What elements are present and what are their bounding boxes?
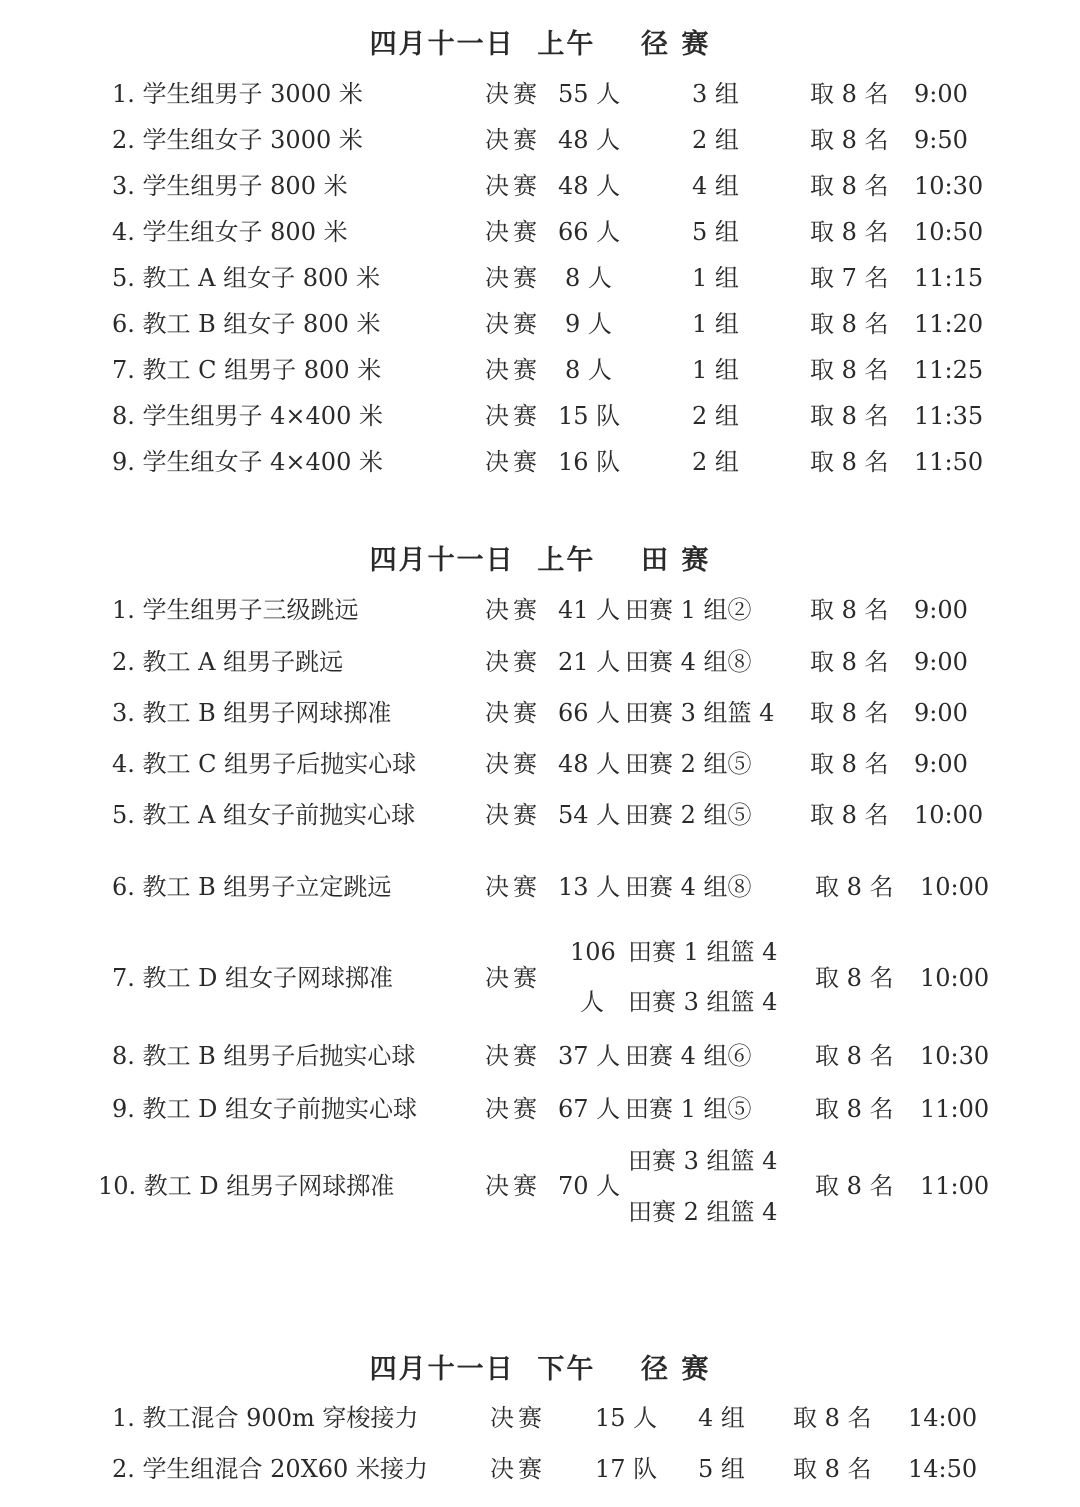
event-time: 11:25 [914, 356, 984, 384]
list-item [0, 867, 1080, 907]
event-groups: 2 组 [692, 126, 739, 154]
event-time: 14:50 [908, 1455, 978, 1483]
event-round: 决赛 [485, 310, 541, 338]
event-name: 1. 学生组男子三级跳远 [112, 596, 359, 624]
list-item [0, 1166, 1080, 1206]
event-take: 取 8 名 [810, 699, 889, 727]
event-count: 48 人 [558, 172, 621, 200]
list-item [0, 1449, 1080, 1489]
event-time: 10:30 [920, 1042, 990, 1070]
event-take: 取 8 名 [810, 310, 889, 338]
event-time: 11:15 [914, 264, 984, 292]
event-take: 取 8 名 [815, 873, 894, 901]
event-time: 10:00 [920, 873, 990, 901]
event-time: 10:30 [914, 172, 984, 200]
event-time: 11:00 [920, 1095, 990, 1123]
event-count: 8 人 [565, 356, 612, 384]
event-venue-line2: 田赛 2 组篮 4 [628, 1198, 778, 1226]
event-venue-line2: 田赛 3 组篮 4 [628, 988, 778, 1016]
event-round: 决赛 [485, 264, 541, 292]
event-venue: 田赛 3 组篮 4 [625, 699, 775, 727]
event-count: 48 人 [558, 126, 621, 154]
event-time: 9:00 [914, 750, 968, 778]
event-name: 5. 教工 A 组女子前抛实心球 [112, 801, 416, 829]
event-take: 取 8 名 [810, 448, 889, 476]
event-round: 决赛 [485, 964, 541, 992]
event-count-line1: 106 [570, 938, 616, 966]
event-take: 取 8 名 [810, 218, 889, 246]
event-venue: 田赛 1 组② [625, 596, 752, 624]
event-groups: 4 组 [692, 172, 739, 200]
event-take: 取 8 名 [810, 172, 889, 200]
list-item [0, 958, 1080, 998]
event-name: 2. 学生组混合 20X60 米接力 [112, 1455, 428, 1483]
event-time: 9:00 [914, 80, 968, 108]
event-count: 55 人 [558, 80, 621, 108]
list-item [0, 350, 1080, 390]
event-round: 决赛 [485, 356, 541, 384]
event-name: 8. 学生组男子 4×400 米 [112, 402, 383, 430]
event-name: 3. 教工 B 组男子网球掷准 [112, 699, 392, 727]
event-venue: 田赛 4 组⑧ [625, 873, 752, 901]
event-round: 决赛 [485, 448, 541, 476]
list-item [0, 1036, 1080, 1076]
event-round: 决赛 [485, 596, 541, 624]
event-name: 4. 教工 C 组男子后抛实心球 [112, 750, 417, 778]
event-name: 7. 教工 C 组男子 800 米 [112, 356, 382, 384]
event-name: 9. 教工 D 组女子前抛实心球 [112, 1095, 418, 1123]
event-round: 决赛 [490, 1455, 546, 1483]
event-count: 54 人 [558, 801, 621, 829]
event-time: 9:50 [914, 126, 968, 154]
event-time: 9:00 [914, 648, 968, 676]
list-item [0, 74, 1080, 114]
event-venue-line1: 田赛 3 组篮 4 [628, 1147, 778, 1175]
event-name: 8. 教工 B 组男子后抛实心球 [112, 1042, 416, 1070]
event-groups: 1 组 [692, 264, 739, 292]
event-name: 2. 学生组女子 3000 米 [112, 126, 363, 154]
list-item [0, 1398, 1080, 1438]
event-count: 15 队 [558, 402, 621, 430]
list-item [0, 212, 1080, 252]
section-title-track-morning: 四月十一日 上午 径 赛 [369, 29, 711, 60]
list-item [0, 304, 1080, 344]
event-time: 11:20 [914, 310, 984, 338]
event-name: 1. 学生组男子 3000 米 [112, 80, 363, 108]
event-take: 取 8 名 [810, 356, 889, 384]
event-round: 决赛 [485, 1172, 541, 1200]
event-count: 9 人 [565, 310, 612, 338]
event-venue-line1: 田赛 1 组篮 4 [628, 938, 778, 966]
event-round: 决赛 [485, 80, 541, 108]
event-take: 取 8 名 [810, 648, 889, 676]
event-count: 13 人 [558, 873, 621, 901]
section-title-track-afternoon: 四月十一日 下午 径 赛 [369, 1354, 711, 1385]
event-round: 决赛 [485, 648, 541, 676]
event-name: 10. 教工 D 组男子网球掷准 [98, 1172, 395, 1200]
event-count: 37 人 [558, 1042, 621, 1070]
event-count: 41 人 [558, 596, 621, 624]
list-item [0, 396, 1080, 436]
event-groups: 5 组 [692, 218, 739, 246]
event-groups: 1 组 [692, 356, 739, 384]
event-count-line2: 人 [580, 988, 604, 1016]
event-groups: 5 组 [698, 1455, 745, 1483]
event-round: 决赛 [485, 1042, 541, 1070]
event-round: 决赛 [485, 218, 541, 246]
event-time: 11:35 [914, 402, 984, 430]
event-groups: 2 组 [692, 448, 739, 476]
event-groups: 4 组 [698, 1404, 745, 1432]
event-time: 10:00 [914, 801, 984, 829]
event-groups: 1 组 [692, 310, 739, 338]
event-round: 决赛 [485, 750, 541, 778]
event-round: 决赛 [485, 172, 541, 200]
event-groups: 3 组 [692, 80, 739, 108]
event-name: 6. 教工 B 组女子 800 米 [112, 310, 381, 338]
event-name: 9. 学生组女子 4×400 米 [112, 448, 383, 476]
event-count: 15 人 [595, 1404, 658, 1432]
event-name: 1. 教工混合 900m 穿梭接力 [112, 1404, 419, 1432]
event-take: 取 8 名 [793, 1404, 872, 1432]
event-venue: 田赛 1 组⑤ [625, 1095, 752, 1123]
event-take: 取 8 名 [815, 964, 894, 992]
event-round: 决赛 [485, 1095, 541, 1123]
event-take: 取 8 名 [810, 402, 889, 430]
event-time: 10:50 [914, 218, 984, 246]
list-item [0, 590, 1080, 630]
event-count: 16 队 [558, 448, 621, 476]
event-time: 11:00 [920, 1172, 990, 1200]
event-count: 48 人 [558, 750, 621, 778]
list-item [0, 744, 1080, 784]
event-count: 70 人 [558, 1172, 621, 1200]
event-name: 6. 教工 B 组男子立定跳远 [112, 873, 392, 901]
event-venue: 田赛 4 组⑥ [625, 1042, 752, 1070]
event-round: 决赛 [485, 126, 541, 154]
event-time: 9:00 [914, 699, 968, 727]
event-count: 66 人 [558, 218, 621, 246]
event-take: 取 8 名 [793, 1455, 872, 1483]
event-time: 9:00 [914, 596, 968, 624]
list-item [0, 795, 1080, 835]
event-time: 14:00 [908, 1404, 978, 1432]
event-name: 2. 教工 A 组男子跳远 [112, 648, 344, 676]
list-item [0, 120, 1080, 160]
event-name: 5. 教工 A 组女子 800 米 [112, 264, 381, 292]
event-venue: 田赛 4 组⑧ [625, 648, 752, 676]
event-count: 21 人 [558, 648, 621, 676]
event-take: 取 8 名 [810, 80, 889, 108]
event-take: 取 8 名 [810, 126, 889, 154]
event-time: 11:50 [914, 448, 984, 476]
event-count: 17 队 [595, 1455, 658, 1483]
event-take: 取 7 名 [810, 264, 889, 292]
event-take: 取 8 名 [810, 750, 889, 778]
list-item [0, 258, 1080, 298]
event-name: 4. 学生组女子 800 米 [112, 218, 348, 246]
event-name: 7. 教工 D 组女子网球掷准 [112, 964, 394, 992]
event-venue: 田赛 2 组⑤ [625, 801, 752, 829]
event-round: 决赛 [490, 1404, 546, 1432]
event-groups: 2 组 [692, 402, 739, 430]
list-item [0, 693, 1080, 733]
event-take: 取 8 名 [815, 1042, 894, 1070]
event-take: 取 8 名 [815, 1172, 894, 1200]
event-take: 取 8 名 [810, 801, 889, 829]
list-item [0, 1089, 1080, 1129]
event-round: 决赛 [485, 402, 541, 430]
event-take: 取 8 名 [815, 1095, 894, 1123]
event-count: 67 人 [558, 1095, 621, 1123]
list-item [0, 166, 1080, 206]
event-count: 8 人 [565, 264, 612, 292]
event-venue: 田赛 2 组⑤ [625, 750, 752, 778]
event-round: 决赛 [485, 801, 541, 829]
event-round: 决赛 [485, 873, 541, 901]
list-item [0, 442, 1080, 482]
event-take: 取 8 名 [810, 596, 889, 624]
event-round: 决赛 [485, 699, 541, 727]
event-time: 10:00 [920, 964, 990, 992]
section-title-field-morning: 四月十一日 上午 田 赛 [369, 545, 711, 576]
event-count: 66 人 [558, 699, 621, 727]
event-name: 3. 学生组男子 800 米 [112, 172, 348, 200]
list-item [0, 642, 1080, 682]
